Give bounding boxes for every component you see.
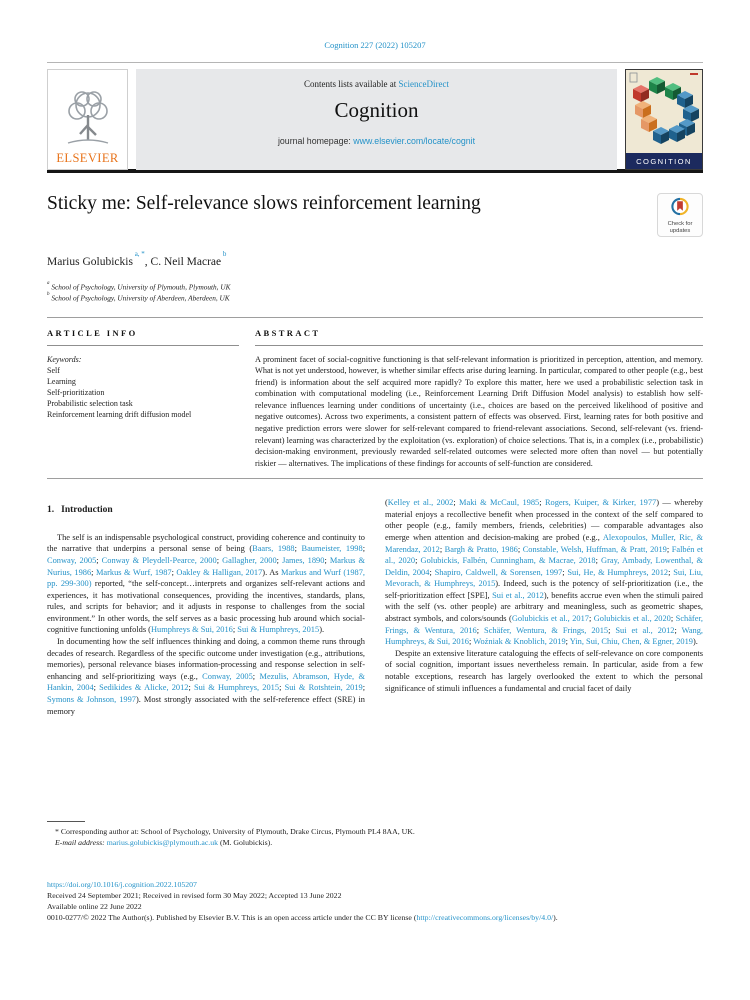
left-column-paragraphs	[47, 532, 365, 718]
text-run: ;	[294, 544, 302, 554]
citation-link[interactable]: Baars, 1988	[252, 544, 295, 554]
author-affiliation-mark[interactable]: b	[221, 250, 227, 258]
text-run: ).	[692, 637, 698, 647]
article-title: Sticky me: Self-relevance slows reinforcement learning	[47, 193, 481, 214]
citation-link[interactable]: Rogers, Kuiper, & Kirker, 1977	[544, 498, 657, 508]
paragraph	[47, 913, 703, 924]
paragraph	[47, 838, 703, 849]
journal-banner	[136, 69, 617, 170]
citation-link[interactable]: Markus & Nurius, 1986	[47, 555, 365, 577]
text-run: ;	[453, 498, 460, 508]
text-run: reported, “the self-concept…interprets and organizes self-relevant actions and experiences, it has motivational consequences, providing the incentives, standards, plans, rules, and scripts for behavior; and it adjusts in response to challenges from the social environment.” In other words, the self serves as a basic processing hub around which social-cognitive functioning unfolds (	[47, 579, 365, 635]
text-run: (M. Golubickis).	[218, 837, 273, 847]
author-name: Marius Golubickis	[47, 255, 133, 268]
citation-link[interactable]: Shapiro, Caldwell, & Sorensen, 1997	[434, 567, 563, 577]
keywords-list	[47, 365, 239, 420]
right-column-paragraphs	[385, 497, 703, 694]
running-head-citation: Cognition 227 (2022) 105207	[324, 40, 426, 50]
text-run: ;	[415, 556, 421, 566]
journal-title: Cognition	[334, 98, 419, 122]
section-number: 1.	[47, 505, 55, 516]
text-run: ;	[539, 498, 545, 508]
citation-link[interactable]: Markus and Wurf (1987, pp. 299-300)	[47, 567, 365, 589]
text-run: ;	[171, 567, 177, 577]
text-run: ;	[595, 556, 602, 566]
top-divider	[47, 62, 703, 63]
text-run: ;	[362, 683, 366, 693]
paragraph	[47, 827, 703, 838]
citation-link[interactable]: Schäfer, Frings, & Wentura, 2016	[385, 614, 703, 635]
footer-lines	[47, 880, 703, 923]
badge-label-line1: Check for	[667, 221, 693, 227]
citation-link[interactable]: Gallagher, 2000	[222, 555, 277, 565]
citation-link[interactable]: Sui & Humphreys, 2015	[193, 683, 280, 693]
text-run: ;	[668, 567, 674, 577]
citation-link[interactable]: Bargh & Pratto, 1986	[444, 544, 518, 554]
citation-link[interactable]: Golubickis, Falbén, Cunningham, & Macrae, 2018	[420, 556, 596, 566]
elsevier-logo[interactable]	[47, 69, 128, 170]
right-column	[385, 497, 703, 815]
text-run: ) — whereby material enjoys a recollective benefit when processed in the context of the self compared to other people (e.g., family members, friends, celebrities) — comparable advantages also emerge when attention and decision-making are probed (e.g.,	[385, 498, 703, 542]
citation-link[interactable]: Gray, Ambady, Lowenthal, & Deldin, 2004	[385, 556, 703, 577]
contents-line	[136, 79, 617, 89]
text-run: ).	[319, 625, 325, 635]
text-run: 0010-0277/© 2022 The Author(s). Published by Elsevier B.V. This is an open access article under the CC BY license (	[47, 912, 417, 922]
citation-link[interactable]: Falbén et al., 2020	[385, 544, 703, 566]
citation-link[interactable]: marius.golubickis@plymouth.ac.uk	[106, 837, 219, 847]
abstract-heading: ABSTRACT	[255, 328, 703, 346]
paragraph	[47, 636, 365, 717]
text-run: ;	[279, 683, 285, 693]
citation-link[interactable]: Humphreys & Sui, 2016	[150, 625, 233, 635]
footnote-block	[47, 821, 703, 848]
keyword: Probabilistic selection task	[47, 398, 133, 408]
citation-link[interactable]: Golubickis et al., 2017	[511, 614, 589, 624]
text-run: (	[385, 498, 388, 508]
text-run: * Corresponding author at: School of Psychology, University of Plymouth, Drake Circus, Plymouth PL4 8AA, UK.	[55, 827, 415, 837]
keyword: Self	[47, 365, 60, 375]
text-run: Received 24 September 2021; Received in revised form 30 May 2022; Accepted 13 June 2022	[47, 891, 342, 901]
citation-link[interactable]: Conway & Pleydell-Pearce, 2000	[101, 555, 217, 565]
citation-link[interactable]: Mezulis, Abramson, Hyde, & Hankin, 2004	[47, 671, 365, 693]
info-divider-bottom	[47, 478, 703, 479]
citation-link[interactable]: Conway, 2005	[47, 555, 97, 565]
author-affiliation-mark[interactable]: a, *	[132, 250, 145, 258]
text-run: In documenting how the self influences thinking and doing, a common theme runs through decades of research. Regardless of the specific outcome under investigation (e.g., attributions, memories), personal relevance biases information-processing and response selection in self-enhancing and self-prioritizing ways (e.g.,	[47, 637, 365, 681]
text-run: The self is an indispensable psychological construct, providing coherence and continuity to the narrative that underpins a personal sense of being (	[47, 532, 365, 554]
paragraph	[47, 532, 365, 636]
citation-link[interactable]: Woźniak & Knoblich, 2019	[473, 637, 566, 647]
paragraph	[47, 902, 703, 913]
citation-link[interactable]: http://creativecommons.org/licenses/by/4.0/	[416, 912, 554, 922]
text-run: ;	[517, 544, 523, 554]
abstract-column	[255, 328, 703, 469]
citation-link[interactable]: Baumeister, 1998	[301, 544, 363, 554]
text-run: ;	[468, 637, 474, 647]
paragraph	[385, 648, 703, 694]
text-run: ;	[439, 544, 445, 554]
citation-link[interactable]: Oakley & Halligan, 2017	[176, 567, 263, 577]
section-heading-introduction	[47, 505, 365, 517]
text-run: ;	[93, 683, 100, 693]
citation-link[interactable]: Symons & Johnson, 1997	[47, 695, 136, 705]
affiliation: $^b$ School of Psychology, University of Aberdeen, Aberdeen, UK	[47, 291, 230, 303]
author-line: Marius Golubickis $^{a, *}$, C. Neil Macrae $^b$	[47, 250, 227, 268]
citation-link[interactable]: Yin, Sui, Chiu, Chen, & Egner, 2019	[569, 637, 693, 647]
affiliations	[47, 281, 703, 303]
journal-cover-thumbnail	[625, 69, 703, 170]
text-run: ;	[276, 555, 283, 565]
paragraph	[47, 880, 703, 891]
text-run: ;	[670, 614, 676, 624]
citation-link[interactable]: Schäfer, Wentura, & Frings, 2015	[484, 625, 609, 635]
keyword: Learning	[47, 376, 76, 386]
abstract-text: A prominent facet of social-cognitive functioning is that self-relevant information is prioritized in perception, attention, and memory. What is not yet understood, however, is whether similar effects arise during learning. In particular, compared to other people (e.g., best friend) is information about the self acquired more rapidly? To explore this matter, here we used a probabilistic selection task in combination with computational modeling (i.e., Reinforcement Learning Drift Diffusion Model analysis) to establish how self-relevance influences learning under conditions of uncertainty (i.e., choices are based on the perceived likelihood of positive and negative outcomes). Across two experiments, a consistent pattern of effects was observed. First, learning rates for both positive and negative prediction errors were slower for self-relevant compared to friend-relevant associations. Second, self-relevant (vs. friend-relevant) learning was characterized by the exploitation (vs. exploration) of choice selections. That is, in a complex (i.e., probabilistic) decision-making environment, previously rewarded self-related outcomes were selected more often than novel — but potentially riskier — alternatives. The implications of these findings for accounts of self-function are considered.	[255, 354, 703, 468]
text-run: ), benefits accrue even when the stimuli paired with the self (vs. other people) are arbitrary and meaningless, such as geometric shapes, abstract symbols, and colors/sounds (	[385, 590, 703, 624]
text-run: ;	[608, 625, 616, 635]
citation-link[interactable]: Maki & McCaul, 1985	[459, 498, 540, 508]
citation-link[interactable]: James, 1890	[282, 555, 325, 565]
text-run: ).	[553, 912, 558, 922]
citation-link[interactable]: Sui & Humphreys, 2015	[237, 625, 320, 635]
elsevier-wordmark: ELSEVIER	[56, 151, 119, 165]
text-run: ). Indeed, such is the potency of self-prioritization (i.e., the self-prioritization effect [SPE],	[385, 579, 703, 600]
text-run: ;	[91, 567, 96, 577]
citation-link[interactable]: Sui et al., 2012	[615, 625, 675, 635]
section-title: Introduction	[61, 505, 113, 516]
text-run: ;	[429, 567, 435, 577]
text-run: ;	[216, 555, 223, 565]
keywords-label: Keywords:	[47, 354, 82, 364]
badge-label-line2: updates	[669, 227, 691, 234]
footnote-lines	[47, 827, 703, 848]
footnote-rule	[47, 821, 85, 822]
info-divider-top	[47, 317, 703, 318]
text-run: ;	[565, 637, 570, 647]
paragraph	[47, 891, 703, 902]
check-for-updates-badge[interactable]	[657, 193, 703, 237]
crossmark-icon	[670, 197, 690, 216]
article-info-column	[47, 328, 239, 469]
citation-link[interactable]: Sui, Liu, Mevorach, & Humphreys, 2015	[385, 567, 703, 589]
text-run: Available online 22 June 2022	[47, 901, 142, 911]
left-column	[47, 497, 365, 815]
article-info-heading: ARTICLE INFO	[47, 328, 239, 346]
text-run: Despite an extensive literature cataloguing the effects of self-relevance on core components of social cognition, important issues nevertheless remain. In particular, aside from a few notable exceptions, research has largely overlooked the extent to which the personal significance of stimuli influences a fundamental and crucial facet of daily	[385, 648, 703, 693]
cover-wordmark: COGNITION	[636, 157, 692, 166]
citation-link[interactable]: Constable, Welsh, Huffman, & Pratt, 2019	[522, 544, 667, 554]
citation-link[interactable]: Alexopoulos, Muller, Ric, & Marendaz, 2012	[385, 532, 703, 554]
text-run: ;	[324, 555, 330, 565]
text-run: ). Most strongly associated with the self-reference effect (SRE) in memory	[47, 695, 365, 716]
author-name: C. Neil Macrae	[150, 255, 222, 268]
text-run: ;	[674, 625, 682, 635]
journal-masthead	[47, 69, 703, 170]
homepage-prefix: journal homepage:	[277, 136, 354, 146]
citation-link[interactable]: Golubickis et al., 2020	[593, 614, 671, 624]
body-text	[47, 497, 703, 815]
citation-link[interactable]: Markus & Wurf, 1987	[95, 567, 172, 577]
homepage-link[interactable]: www.elsevier.com/locate/cognit	[353, 136, 476, 146]
keyword: Self-prioritization	[47, 387, 105, 397]
text-run: ;	[476, 625, 485, 635]
citation-link[interactable]: Sui et al., 2012	[492, 590, 544, 600]
citation-link[interactable]: Sui & Rotshtein, 2019	[284, 683, 363, 693]
citation-link[interactable]: Sedikides & Alicke, 2012	[99, 683, 189, 693]
contents-prefix: Contents lists available at	[304, 79, 399, 89]
text-run: ;	[666, 544, 672, 554]
text-run: ;	[588, 614, 594, 624]
text-run: ;	[96, 555, 102, 565]
sciencedirect-link[interactable]: ScienceDirect	[398, 79, 449, 89]
citation-link[interactable]: https://doi.org/10.1016/j.cognition.2022.105207	[47, 880, 197, 890]
homepage-line	[136, 136, 617, 146]
text-run: ;	[232, 625, 238, 635]
text-run: E-mail address:	[55, 837, 107, 847]
text-run: ;	[362, 544, 366, 554]
article-footer	[47, 880, 703, 923]
citation-link[interactable]: Wang, Humphreys, & Sui, 2016	[385, 625, 703, 647]
elsevier-tree-icon	[59, 88, 117, 150]
text-run: ;	[562, 567, 568, 577]
text-run: ;	[252, 671, 260, 681]
citation-link[interactable]: Sui, He, & Humphreys, 2012	[567, 567, 669, 577]
cover-art	[626, 70, 702, 169]
text-run: ). As	[262, 567, 282, 577]
citation-link[interactable]: Conway, 2005	[202, 671, 253, 681]
affiliation: $^a$ School of Psychology, University of Plymouth, Plymouth, UK	[47, 280, 231, 292]
paragraph	[385, 497, 703, 648]
citation-link[interactable]: Kelley et al., 2002	[387, 498, 454, 508]
keyword: Reinforcement learning drift diffusion model	[47, 409, 192, 419]
text-run: ;	[188, 683, 194, 693]
